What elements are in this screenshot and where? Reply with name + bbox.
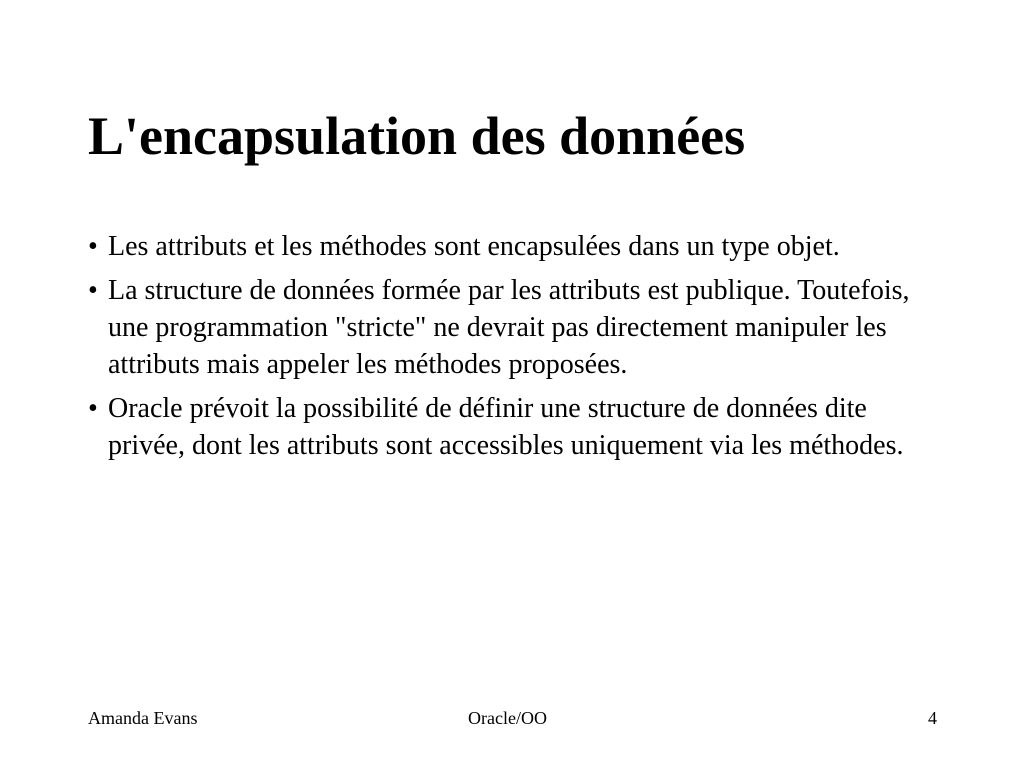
bullet-item xyxy=(88,272,938,383)
bullet-item xyxy=(88,390,938,464)
page-number: 4 xyxy=(928,708,937,728)
bullet-item xyxy=(88,228,938,265)
bullet-text: Les attributs et les méthodes sont encapsulées dans un type objet. xyxy=(108,231,840,262)
bullet-marker: • xyxy=(88,393,98,424)
bullet-text: Oracle prévoit la possibilité de définir une structure de données dite privée, dont les attributs sont accessibles uniquement via les méthodes. xyxy=(108,393,904,461)
bullet-marker: • xyxy=(88,231,98,262)
footer-author: Amanda Evans xyxy=(88,708,198,728)
bullet-text: La structure de données formée par les attributs est publique. Toutefois, une programmation "stricte" ne devrait pas directement manipuler les attributs mais appeler les méthodes proposées. xyxy=(108,275,910,380)
footer-course: Oracle/OO xyxy=(468,708,547,728)
bullet-list xyxy=(88,228,938,471)
bullet-marker: • xyxy=(88,275,98,306)
slide-title: L'encapsulation des données xyxy=(88,106,746,166)
